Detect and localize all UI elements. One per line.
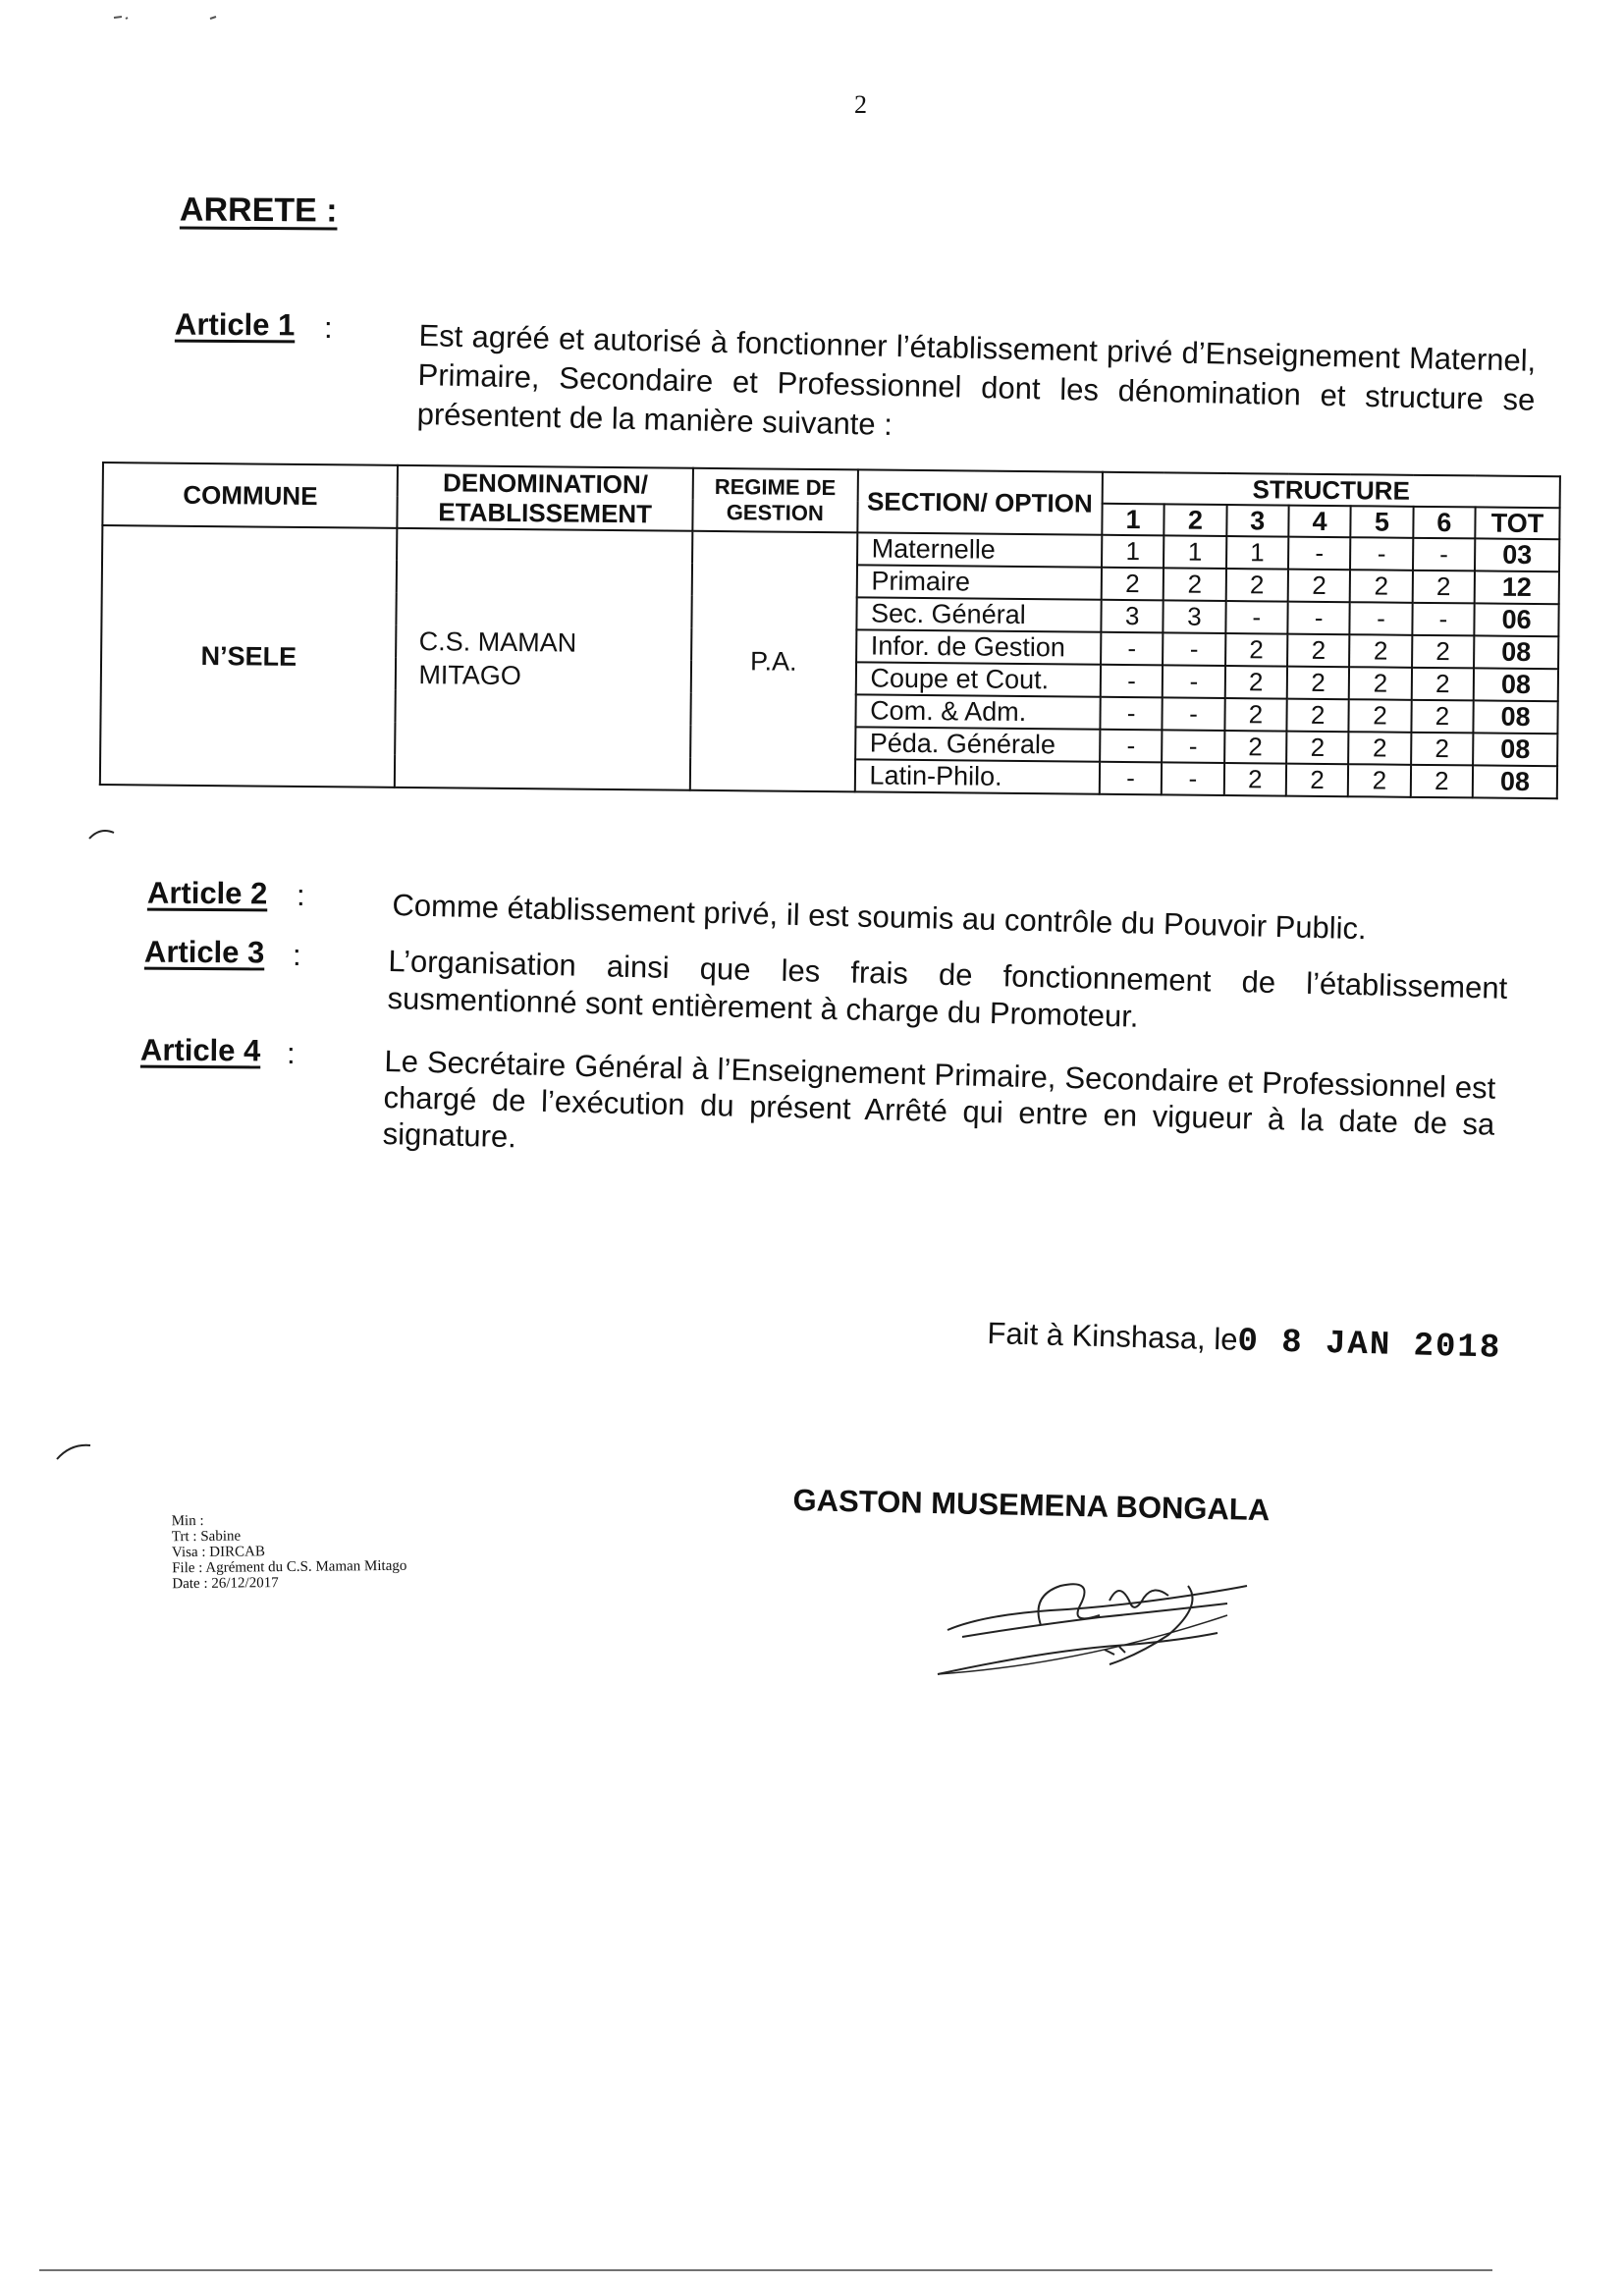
structure-table (99, 462, 1561, 799)
value-cell: 2 (1412, 635, 1475, 669)
value-cell: 2 (1411, 700, 1474, 734)
arrete-title: ARRETE : (179, 190, 338, 230)
value-cell: 1 (1164, 535, 1226, 569)
page-number: 2 (854, 90, 867, 119)
reference-line: Visa : DIRCAB (171, 1544, 266, 1561)
value-cell: 2 (1164, 568, 1226, 601)
value-cell: 2 (1224, 666, 1287, 699)
total-cell: 08 (1473, 765, 1557, 798)
article-1-colon: : (324, 310, 333, 345)
value-cell: 3 (1164, 600, 1226, 633)
scan-edge-line (39, 2266, 1492, 2274)
value-cell: 2 (1411, 733, 1474, 766)
date-place-line (987, 1316, 1502, 1368)
article-2-label: Article 2 (146, 875, 268, 911)
value-cell: - (1412, 603, 1475, 636)
header-col-2: 2 (1164, 504, 1227, 536)
denomination-cell: C.S. MAMAN MITAGO (395, 528, 692, 790)
header-col-6: 6 (1413, 507, 1476, 539)
value-cell: - (1162, 730, 1224, 763)
article-1-label: Article 1 (174, 306, 296, 343)
option-cell: Primaire (856, 565, 1102, 599)
option-cell: Latin-Philo. (854, 759, 1100, 793)
value-cell: - (1163, 632, 1225, 666)
value-cell: - (1225, 601, 1288, 634)
header-commune: COMMUNE (102, 462, 398, 528)
value-cell: - (1163, 697, 1225, 731)
reference-line: Trt : Sabine (171, 1528, 242, 1546)
total-cell: 12 (1475, 571, 1559, 604)
article-4-label: Article 4 (139, 1032, 261, 1068)
header-denomination: DENOMINATION/ ETABLISSEMENT (398, 465, 693, 531)
total-cell: 08 (1474, 668, 1558, 701)
article-1-text: Est agréé et autorisé à fonctionner l’établissement privé d’Enseignement Maternel, Primaire, Secondaire et Professionnel dont les dénomination et structure se présentent de la manière suivante : (416, 317, 1537, 442)
option-cell: Com. & Adm. (855, 694, 1101, 729)
value-cell: 2 (1412, 571, 1475, 604)
header-section: SECTION/ OPTION (857, 469, 1103, 534)
value-cell: 2 (1350, 570, 1413, 603)
value-cell: - (1100, 762, 1163, 795)
value-cell: 2 (1349, 699, 1412, 733)
article-3-text: L’organisation ainsi que les frais de fonctionnement de l’établissement susmentionné sont entièrement à charge du Promoteur. (387, 943, 1508, 1034)
header-regime: REGIME DE GESTION (692, 468, 857, 533)
value-cell: - (1100, 697, 1163, 731)
article-3-colon: : (293, 938, 301, 972)
total-cell: 06 (1474, 603, 1558, 636)
value-cell: 2 (1348, 764, 1411, 797)
value-cell: 2 (1410, 765, 1473, 798)
value-cell: 1 (1226, 536, 1289, 570)
total-cell: 08 (1474, 635, 1558, 669)
value-cell: 2 (1287, 634, 1350, 668)
signatory-name: GASTON MUSEMENA BONGALA (792, 1483, 1271, 1528)
value-cell: - (1163, 665, 1225, 698)
value-cell: 2 (1349, 634, 1412, 668)
reference-line: File : Agrément du C.S. Maman Mitago (172, 1557, 407, 1577)
value-cell: 2 (1102, 568, 1164, 601)
value-cell: 2 (1349, 667, 1412, 700)
value-cell: 1 (1102, 535, 1164, 569)
regime-cell: P.A. (690, 531, 857, 792)
reference-line: Min : (171, 1512, 204, 1530)
commune-cell: N’SELE (100, 525, 398, 788)
option-cell: Sec. Général (856, 597, 1102, 631)
article-2-text: Comme établissement privé, il est soumis au contrôle du Pouvoir Public. (392, 887, 1368, 947)
handwritten-signature (933, 1556, 1257, 1713)
article-3-label: Article 3 (143, 934, 265, 970)
value-cell: 2 (1225, 569, 1288, 602)
article-4-text: Le Secrétaire Général à l’Enseignement Primaire, Secondaire et Professionnel est chargé de l’exécution du présent Arrêté qui entre en vigueur à la date de sa signature. (382, 1043, 1496, 1155)
article-4-colon: : (287, 1036, 296, 1070)
header-structure: STRUCTURE (1103, 472, 1560, 508)
header-col-3: 3 (1226, 505, 1289, 537)
article-2-colon: : (297, 878, 305, 912)
value-cell: - (1162, 762, 1224, 795)
option-cell: Péda. Générale (855, 727, 1101, 761)
value-cell: 2 (1287, 667, 1350, 700)
header-col-tot: TOT (1475, 507, 1559, 539)
value-cell: - (1413, 538, 1476, 571)
value-cell: 2 (1288, 570, 1351, 603)
header-col-4: 4 (1288, 506, 1351, 538)
value-cell: - (1350, 537, 1413, 571)
value-cell: 2 (1224, 731, 1287, 764)
value-cell: 2 (1286, 732, 1349, 765)
value-cell: - (1288, 537, 1351, 571)
scan-speck-mark (108, 8, 226, 27)
value-cell: - (1287, 602, 1350, 635)
total-cell: 08 (1473, 700, 1557, 734)
value-cell: 2 (1223, 763, 1286, 796)
value-cell: 2 (1286, 699, 1349, 733)
value-cell: - (1101, 632, 1164, 666)
value-cell: 2 (1224, 698, 1287, 732)
value-cell: - (1101, 665, 1164, 698)
option-cell: Coupe et Cout. (855, 662, 1101, 696)
value-cell: 3 (1101, 600, 1164, 633)
header-col-5: 5 (1351, 506, 1414, 538)
header-col-1: 1 (1102, 504, 1164, 536)
reference-block (172, 1511, 407, 1593)
value-cell: 2 (1286, 764, 1349, 797)
total-cell: 03 (1475, 538, 1559, 571)
reference-line: Date : 26/12/2017 (172, 1575, 279, 1593)
signature-date-stamp: 0 8 JAN 2018 (1236, 1323, 1502, 1368)
value-cell: 2 (1225, 633, 1288, 667)
value-cell: 2 (1411, 668, 1474, 701)
option-cell: Infor. de Gestion (856, 629, 1102, 664)
date-place-text: Fait à Kinshasa, le (987, 1316, 1238, 1357)
margin-curve-mark (53, 1436, 102, 1465)
option-cell: Maternelle (857, 532, 1103, 567)
value-cell: 2 (1348, 732, 1411, 765)
margin-curve-mark (86, 823, 126, 843)
total-cell: 08 (1473, 733, 1557, 766)
value-cell: - (1100, 730, 1163, 763)
value-cell: - (1350, 602, 1413, 635)
